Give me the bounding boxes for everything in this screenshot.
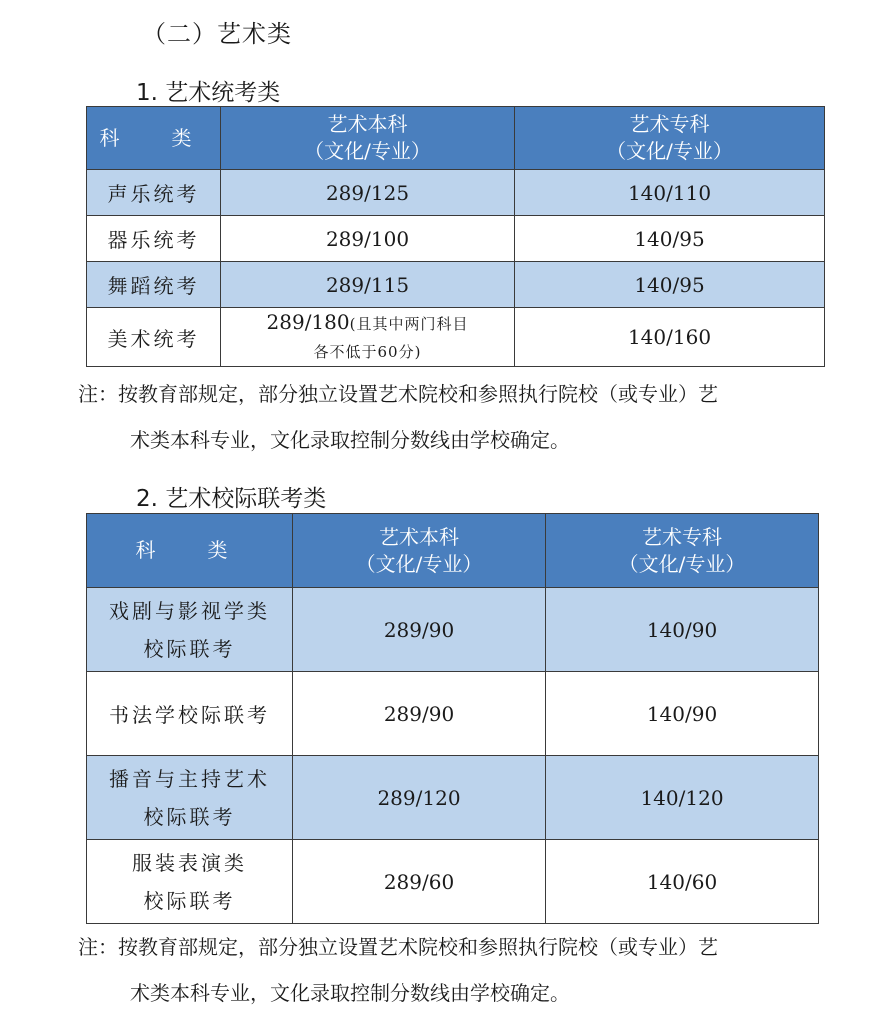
table-row [87,588,819,672]
row-category: 舞蹈统考 [87,262,221,308]
header-category: 科 类 [87,514,293,588]
table-row [87,672,819,756]
junior-score: 140/90 [546,672,819,756]
table-row [87,170,825,216]
header-junior-college: 艺术专科 （文化/专业） [546,514,819,588]
undergrad-score: 289/180 [266,310,350,334]
row-category: 声乐统考 [87,170,221,216]
note-line: 注：按教育部规定，部分独立设置艺术院校和参照执行院校（或专业）艺 [78,935,718,959]
header-category: 科 类 [87,107,221,170]
note-line: 术类本科专业，文化录取控制分数线由学校确定。 [130,428,570,452]
undergrad-score: 289/90 [293,672,546,756]
row-category: 服装表演类 校际联考 [87,840,293,924]
undergrad-score: 289/120 [293,756,546,840]
row-category: 书法学校际联考 [87,672,293,756]
junior-score: 140/110 [515,170,825,216]
junior-score: 140/95 [515,262,825,308]
header-junior-college: 艺术专科 （文化/专业） [515,107,825,170]
table1-title: 1. 艺术统考类 [136,80,281,106]
table-header-row [87,107,825,170]
junior-score: 140/90 [546,588,819,672]
table-header-row [87,514,819,588]
table2-note [78,924,838,1016]
table-row [87,756,819,840]
undergrad-score: 289/115 [221,262,515,308]
undergrad-score: 289/125 [221,170,515,216]
undergrad-score-with-note [221,308,515,367]
junior-score: 140/95 [515,216,825,262]
junior-score: 140/60 [546,840,819,924]
section-title: （二）艺术类 [142,20,292,48]
table-row [87,840,819,924]
table2-title: 2. 艺术校际联考类 [136,486,327,512]
table1-note [78,371,838,463]
table-art-joint-exam [86,513,819,924]
junior-score: 140/160 [515,308,825,367]
table-row [87,216,825,262]
note-line: 术类本科专业，文化录取控制分数线由学校确定。 [130,981,570,1005]
row-category: 播音与主持艺术 校际联考 [87,756,293,840]
table-row [87,262,825,308]
undergrad-score: 289/90 [293,588,546,672]
row-category: 戏剧与影视学类 校际联考 [87,588,293,672]
table-art-unified-exam [86,106,825,367]
note-line: 注：按教育部规定，部分独立设置艺术院校和参照执行院校（或专业）艺 [78,382,718,406]
header-undergrad: 艺术本科 （文化/专业） [221,107,515,170]
table-row [87,308,825,367]
row-category: 器乐统考 [87,216,221,262]
undergrad-score: 289/60 [293,840,546,924]
junior-score: 140/120 [546,756,819,840]
header-undergrad: 艺术本科 （文化/专业） [293,514,546,588]
score-note: (且其中两门科目 [349,315,469,333]
undergrad-score: 289/100 [221,216,515,262]
score-note-line2: 各不低于60分) [313,343,422,361]
row-category: 美术统考 [87,308,221,367]
